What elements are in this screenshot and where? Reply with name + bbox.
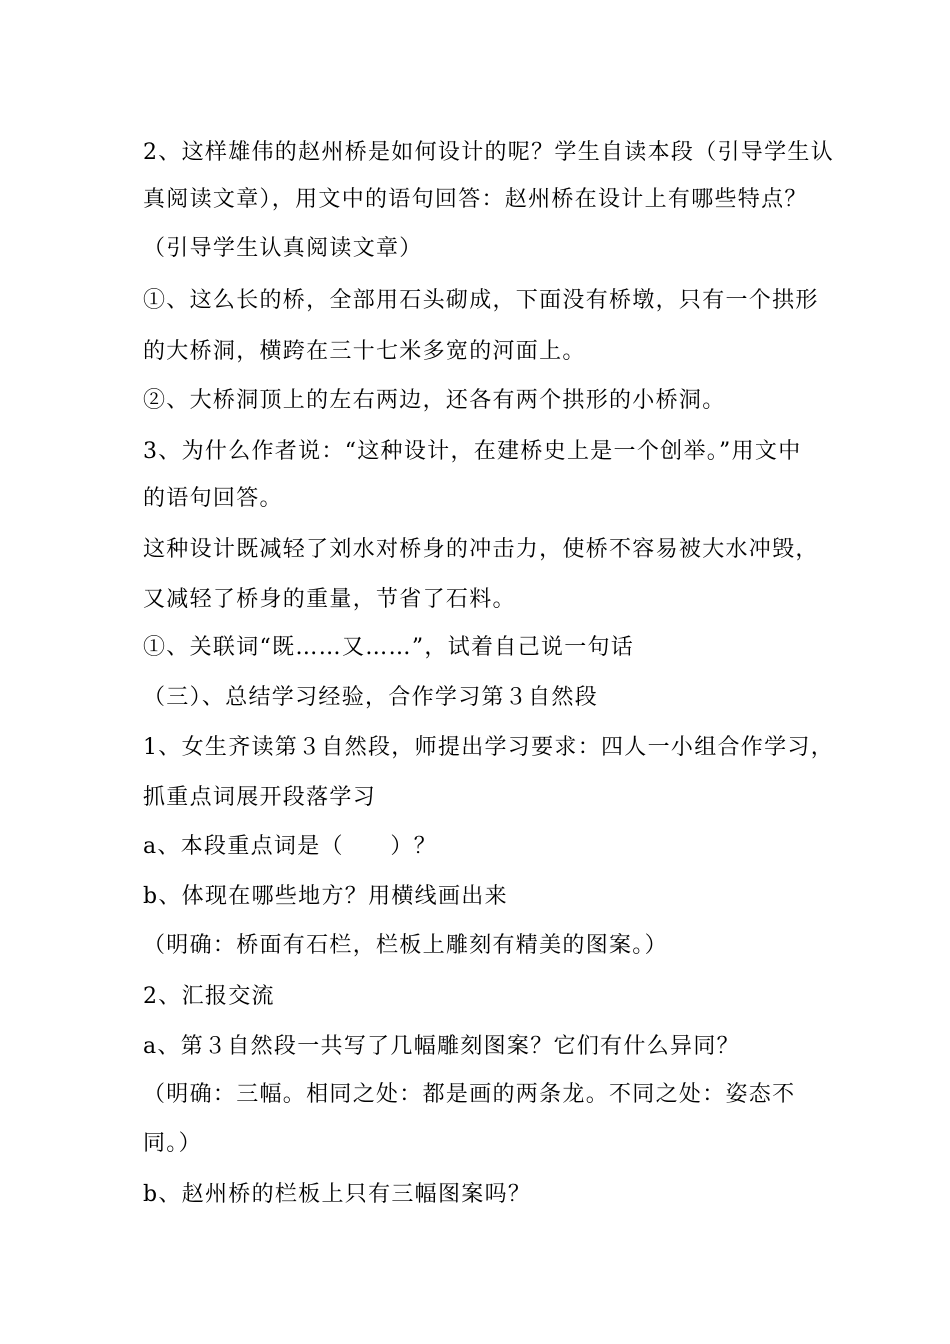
text-line: 的语句回答。	[143, 486, 283, 511]
text-line: 2、汇报交流	[143, 984, 275, 1009]
text-line: （三）、总结学习经验，合作学习第３自然段	[143, 685, 599, 710]
text-line: 这种设计既减轻了刘水对桥身的冲击力，使桥不容易被大水冲毁，	[143, 537, 819, 562]
text-line: ①、关联词“既……又……”，试着自己说一句话	[143, 635, 635, 660]
text-line: 又减轻了桥身的重量，节省了石料。	[143, 587, 516, 612]
text-line: 2、这样雄伟的赵州桥是如何设计的呢？学生自读本段（引导学生认	[143, 140, 834, 165]
text-line: b、赵州桥的栏板上只有三幅图案吗？	[143, 1182, 532, 1207]
text-line: a、本段重点词是（ ）？	[143, 834, 438, 859]
text-line: （明确：桥面有石栏，栏板上雕刻有精美的图案。）	[143, 933, 668, 958]
text-line: 3、为什么作者说：“这种设计，在建桥史上是一个创举。”用文中	[143, 439, 802, 464]
text-line: ①、这么长的桥，全部用石头砌成，下面没有桥墩，只有一个拱形	[143, 288, 819, 313]
text-line: b、体现在哪些地方？用横线画出来	[143, 884, 508, 909]
text-line: 真阅读文章），用文中的语句回答：赵州桥在设计上有哪些特点？	[143, 187, 808, 212]
text-line: 的大桥洞，横跨在三十七米多宽的河面上。	[143, 339, 586, 364]
text-line: a、第３自然段一共写了几幅雕刻图案？它们有什么异同？	[143, 1034, 740, 1059]
text-line: （引导学生认真阅读文章）	[143, 236, 423, 261]
text-line: 抓重点词展开段落学习	[143, 785, 377, 810]
text-line: 同。）	[143, 1131, 202, 1156]
text-line: ②、大桥洞顶上的左右两边，还各有两个拱形的小桥洞。	[143, 388, 726, 413]
text-line: （明确：三幅。相同之处：都是画的两条龙。不同之处：姿态不	[143, 1082, 796, 1107]
text-line: 1、女生齐读第３自然段，师提出学习要求：四人一小组合作学习，	[143, 735, 834, 760]
